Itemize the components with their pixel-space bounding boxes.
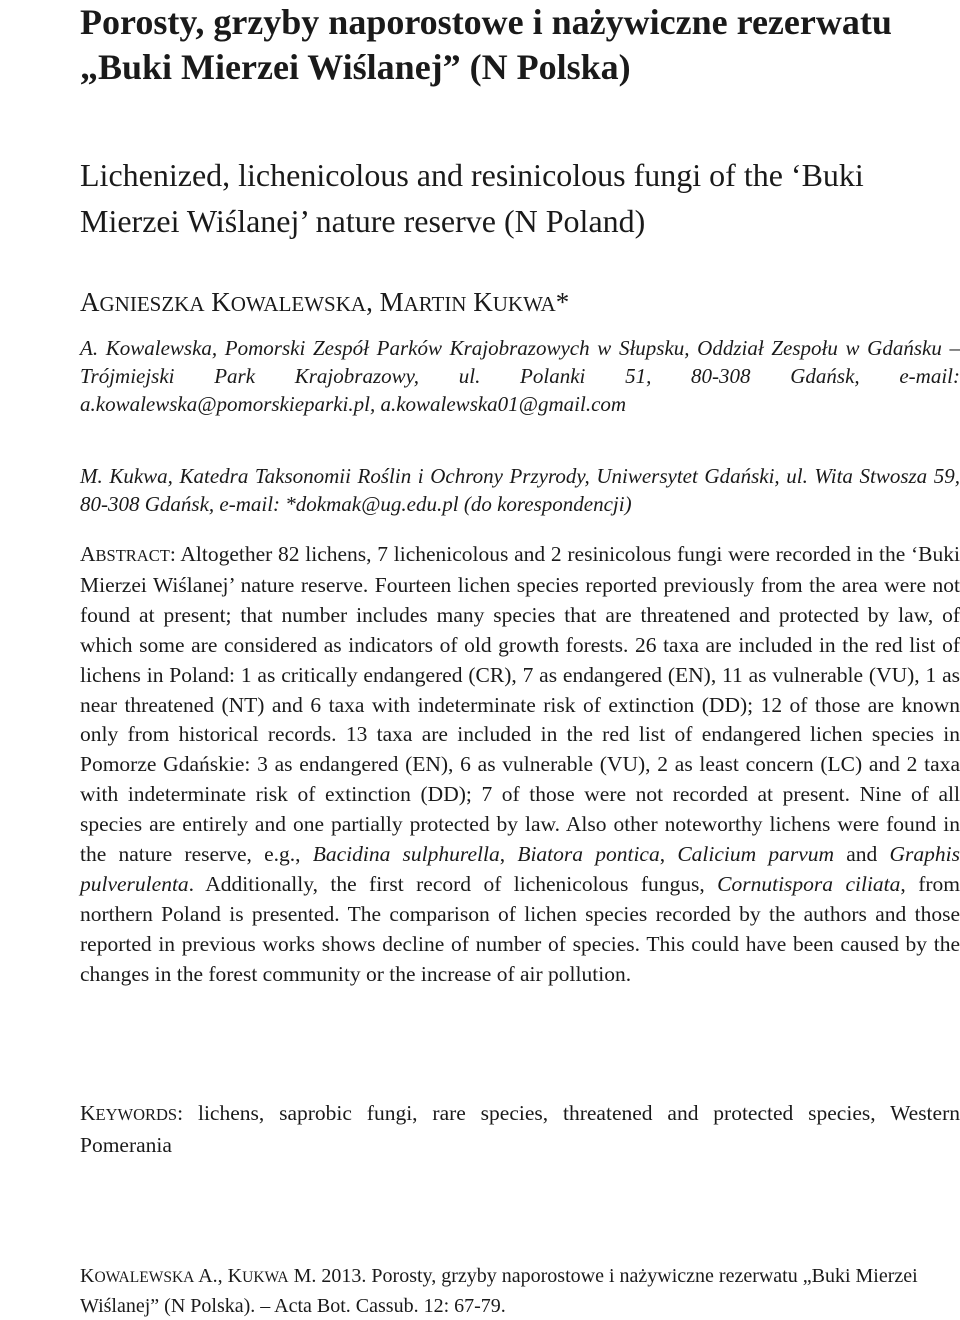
author-2-first-rest: ARTIN: [403, 292, 467, 316]
citation-author-2-initial: K: [227, 1265, 243, 1287]
abstract-label-initial: A: [80, 542, 96, 566]
species-name: Bacidina sulphurella: [312, 842, 500, 867]
species-name: Biatora pontica: [517, 842, 660, 867]
keywords: [80, 1098, 960, 1160]
species-name: Calicium parvum: [677, 842, 835, 867]
abstract-label-rest: BSTRACT: [95, 546, 170, 565]
citation-author-1-rest: OWALEWSKA: [94, 1269, 195, 1286]
abstract-text-1: Altogether 82 lichens, 7 lichenicolous and 2 resinicolous fungi were recorded in the ‘Buki Mierzei Wiślanej’ nature reserve. Fourteen lichen species reported previously from the area were not found at present; that number includes many species that are threatened and protected by law, of which some are considered as indicators of old growth forests. 26 taxa are included in the red list of lichens in Poland: 1 as critically endangered (CR), 7 as endangered (EN), 11 as vulnerable (VU), 1 as near threatened (NT) and 6 taxa with indeterminate risk of extinction (DD); 12 of those are known only from historical records. 13 taxa are included in the red list of endangered lichen species in Pomorze Gdańskie: 3 as endangered (EN), 6 as vulnerable (VU), 2 as least concern (LC) and 2 taxa with indeterminate risk of extinction (DD); 7 of those were not recorded at present. Nine of all species are entirely and one partially protected by law. Also other noteworthy lichens were found in the nature reserve, e.g.,: [80, 542, 960, 867]
author-1-last-initial: K: [211, 287, 231, 317]
affiliation-kukwa: M. Kukwa, Katedra Taksonomii Roślin i Ochrony Przyrody, Uniwersytet Gdański, ul. Wita Stwosza 59, 80-308 Gdańsk, e-mail: *dokmak@ug.edu.pl (do korespondencji): [80, 464, 960, 516]
author-1-first-rest: GNIESZKA: [99, 292, 205, 316]
abstract: [80, 540, 960, 990]
keywords-label-initial: K: [80, 1101, 96, 1125]
title-english: Lichenized, lichenicolous and resinicolous fungi of the ‘Buki Mierzei Wiślanej’ nature reserve (N Poland): [80, 157, 864, 239]
corresponding-author-mark: *: [555, 287, 570, 317]
citation-author-2-rest: UKWA: [242, 1269, 289, 1286]
keywords-text: lichens, saprobic fungi, rare species, threatened and protected species, Western Pomerania: [80, 1101, 960, 1157]
citation-author-1-suffix: A.,: [194, 1265, 228, 1287]
author-2-last-initial: K: [473, 287, 493, 317]
abstract-separator: ,: [659, 842, 678, 867]
abstract-text-3: , from northern Poland is presented. The comparison of lichen species recorded by the authors and those reported in previous works shows decline of number of species. This could have been caused by the changes in the forest community or the increase of air pollution.: [80, 871, 960, 986]
citation: [80, 1262, 960, 1320]
author-1-last-rest: OWALEWSKA: [230, 292, 367, 316]
citation-text: M. 2013. Porosty, grzyby naporostowe i nażywiczne rezerwatu „Buki Mierzei Wiślanej” (N Polska). – Acta Bot. Cassub. 12: 67-79.: [80, 1265, 918, 1317]
author-1-first-initial: A: [80, 287, 100, 317]
species-name: Graphis pulverulenta: [80, 842, 960, 896]
author-2-first-initial: M: [379, 287, 404, 317]
author-list: [80, 284, 960, 322]
title-polish: Porosty, grzyby naporostowe i nażywiczne rezerwatu „Buki Mierzei Wiślanej” (N Polska): [80, 2, 892, 87]
species-name: Cornutispora ciliata: [717, 871, 901, 896]
abstract-text-2: . Additionally, the first record of lichenicolous fungus,: [188, 871, 718, 896]
abstract-label-colon: :: [169, 542, 176, 566]
author-2-last-rest: UKWA: [492, 292, 556, 316]
abstract-separator: and: [834, 842, 890, 867]
keywords-label-rest: EYWORDS: [95, 1105, 178, 1124]
keywords-label-colon: :: [177, 1101, 184, 1125]
author-separator: ,: [366, 287, 380, 317]
abstract-separator: ,: [499, 842, 518, 867]
affiliation-kowalewska: A. Kowalewska, Pomorski Zespół Parków Krajobrazowych w Słupsku, Oddział Zespołu w Gdańsku – Trójmiejski Park Krajobrazowy, ul. Polanki 51, 80-308 Gdańsk, e-mail: a.kowalewska@pomorskieparki.pl, a.kowalewska01@gmail.com: [80, 336, 960, 416]
citation-author-1-initial: K: [80, 1265, 95, 1287]
